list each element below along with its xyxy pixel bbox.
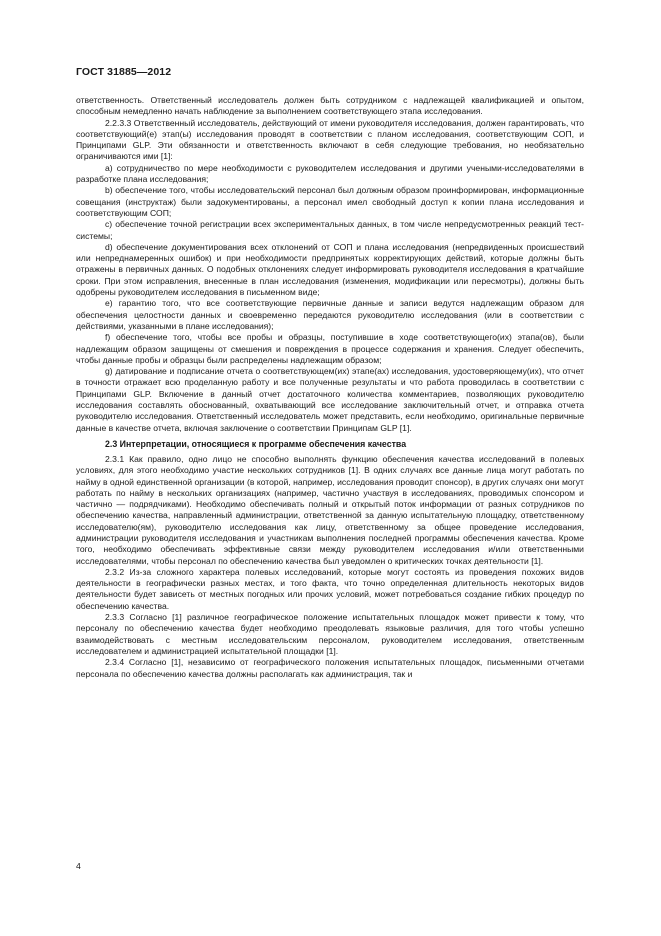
list-item-c: c) обеспечение точной регистрации всех экспериментальных данных, в том числе непредусмотренных реакций тест-системы; (76, 219, 584, 241)
paragraph-2-3-3: 2.3.3 Согласно [1] различное географическое положение испытательных площадок может привести к тому, что персоналу по обеспечению качества будет необходимо преодолевать языковые различия, для того чтобы успешно взаимодействовать с местным исследовательским персоналом, руководителем исследования, ответственным исследователем и администрацией испытательной площадки [1]. (76, 612, 584, 656)
paragraph-2-3-2: 2.3.2 Из-за сложного характера полевых исследований, которые могут состоять из проведения похожих видов деятельности в географически разных местах, и того факта, что точно определенная длительность некоторых видов деятельности будет зависеть от местных погодных или прочих условий, может потребоваться создание гибких процедур по обеспечению качества. (76, 566, 584, 611)
list-item-a: а) сотрудничество по мере необходимости с руководителем исследования и другими учеными-исследователями в разработке плана исследования; (76, 162, 584, 185)
list-item-b: b) обеспечение того, чтобы исследовательский персонал был должным образом проинформирован, информационные совещания (инструктаж) были задокументированы, а персонал имел свободный доступ к копии плана исследования и соответствующим СОП; (76, 185, 584, 218)
paragraph-2-2-3-3: 2.2.3.3 Ответственный исследователь, действующий от имени руководителя исследования, должен гарантировать, что соответствующий(е) этап(ы) исследования проводят в соответствии с планом исследования, соответствующим СОП, и Принципами GLP. Эти обязанности и ответственность включают в себя следующие требования, но необязательно ограничиваются ими [1]: (76, 117, 584, 162)
paragraph-2-3-4: 2.3.4 Согласно [1], независимо от географического положения испытательных площадок, письменными отчетами персонала по обеспечению качества должны располагать как администрация, так и (76, 657, 584, 679)
page-number: 4 (76, 861, 81, 871)
list-item-g: g) датирование и подписание отчета о соответствующем(их) этапе(ах) исследования, удостоверяющему(их), что отчет в точности отражает всю проделанную работу и все полученные результаты и что работа проводилась в соответствии с Принципами GLP. Включение в данный отчет достаточного количества комментариев, позволяющих руководителю исследования составлять обоснованный, охватывающий все исследование заключительный отчет, и отправка отчета руководителю исследования. Ответственный исследователь может представить, если необходимо, оригинальные первичные данные в качестве отчета, включая заключение о соответствии Принципам GLP [1]. (76, 366, 584, 433)
list-item-e: e) гарантию того, что все соответствующие первичные данные и записи ведутся надлежащим образом для обеспечения целостности данных и своевременно передаются руководителю исследования (или в соответствии с действиями, указанными в плане исследования); (76, 298, 584, 331)
list-item-d: d) обеспечение документирования всех отклонений от СОП и плана исследования (непредвиденных происшествий или непреднамеренных ошибок) и при необходимости предпринятых корректирующих действий, которые должны быть отражены в первичных данных. О подобных отклонениях следует информировать руководителя исследования в кратчайшие сроки. При этом исправления, внесенные в план исследования (изменения, модификации или пересмотры), должны быть одобрены руководителем исследования в письменном виде; (76, 241, 584, 298)
document-body (76, 95, 584, 680)
paragraph-2-3-1: 2.3.1 Как правило, одно лицо не способно выполнять функцию обеспечения качества исследований в полевых условиях, для этого необходимо участие нескольких сотрудников [1]. В одних случаях все данные лица могут работать по найму в одной единственной организации (в которой, например, исследования проводит спонсор), в других случаях они могут работать по найму в нескольких организациях (например, частично участвуя в исследованиях, проводимых спонсором и частично — подрядчиками). Необходимо обеспечивать полный и открытый поток информации от разных сотрудников по обеспечению качества, направленный администрации, ответственной за данную испытательную площадку, ответственному исследователю(ям), руководителю исследования как лицу, ответственному за общее проведение исследования, администрации руководителя исследования и участникам выполнения последней программы обеспечения качества. Кроме того, необходимо обеспечивать эффективные связи между руководителем исследования и/или ответственными исследователями, чтобы персонал по обеспечению качества был уведомлен о критических точках деятельности [1]. (76, 453, 584, 566)
list-item-f: f) обеспечение того, чтобы все пробы и образцы, поступившие в ходе соответствующего(их) этапа(ов), были надлежащим образом защищены от смешения и повреждения в процессе содержания и хранения. Следует обеспечить, чтобы данные пробы и образцы были распределены надлежащим образом; (76, 332, 584, 365)
document-header: ГОСТ 31885—2012 (76, 66, 172, 78)
section-heading: 2.3 Интерпретации, относящиеся к программе обеспечения качества (105, 438, 407, 449)
paragraph-continuation: ответственность. Ответственный исследователь должен быть сотрудником с надлежащей квалификацией и опытом, способным немедленно начать наблюдение за выполнением соответствующего этапа исследования. (76, 95, 584, 117)
